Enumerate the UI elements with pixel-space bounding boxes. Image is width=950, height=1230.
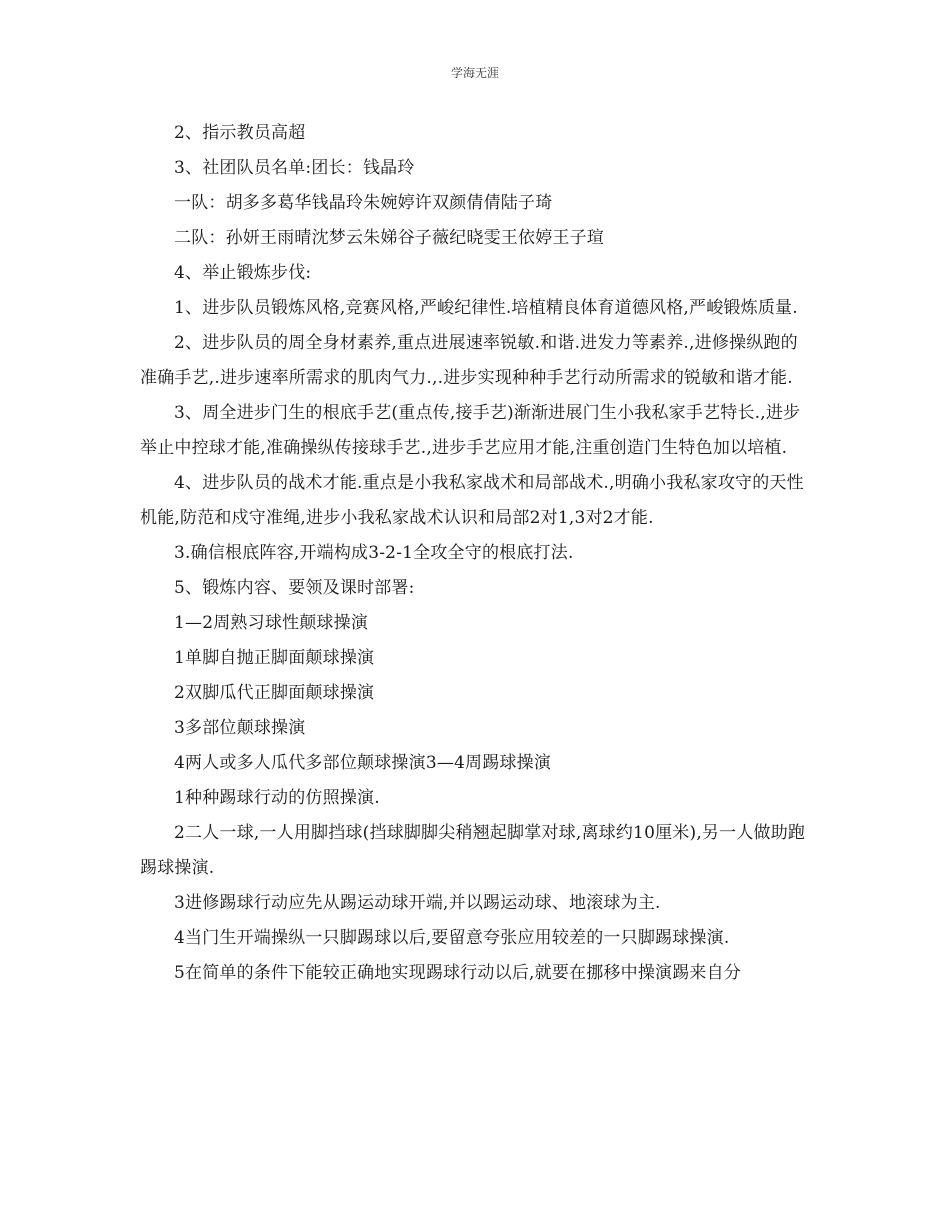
paragraph: 5、锻炼内容、要领及课时部署:: [174, 578, 415, 598]
paragraph: 1单脚自抛正脚面颠球操演: [174, 648, 375, 668]
paragraph: 一队：胡多多葛华钱晶玲朱婉婷许双颜倩倩陆子琦: [174, 193, 553, 213]
document-body: [140, 116, 812, 991]
page-header: 学海无涯: [450, 66, 499, 80]
paragraph: 2、进步队员的周全身材素养,重点进展速率锐敏.和谐.进发力等素养.,进修操纵跑的准确手艺,.进步速率所需求的肌肉气力.,.进步实现种种手艺行动所需求的锐敏和谐才能.: [140, 333, 798, 388]
paragraph: 2、指示教员高超: [174, 123, 306, 143]
paragraph: 2二人一球,一人用脚挡球(挡球脚脚尖稍翘起脚掌对球,离球约10厘米),另一人做助跑踢球操演.: [140, 823, 806, 878]
paragraph: 1种种踢球行动的仿照操演.: [174, 788, 380, 808]
paragraph: 4、举止锻炼步伐:: [174, 263, 312, 283]
paragraph: 2双脚瓜代正脚面颠球操演: [174, 683, 375, 703]
paragraph: 1、进步队员锻炼风格,竞赛风格,严峻纪律性.培植精良体育道德风格,严峻锻炼质量.: [174, 298, 798, 318]
paragraph: 4两人或多人瓜代多部位颠球操演3—4周踢球操演: [174, 753, 552, 773]
paragraph: 3、社团队员名单:团长：钱晶玲: [174, 158, 415, 178]
paragraph: 3.确信根底阵容,开端构成3-2-1全攻全守的根底打法.: [174, 543, 574, 563]
paragraph: 3进修踢球行动应先从踢运动球开端,并以踢运动球、地滚球为主.: [174, 893, 661, 913]
paragraph: 5在简单的条件下能较正确地实现踢球行动以后,就要在挪移中操演踢来自分: [174, 963, 742, 983]
paragraph: 3、周全进步门生的根底手艺(重点传,接手艺)渐渐进展门生小我私家手艺特长.,进步举止中控球才能,准确操纵传接球手艺.,进步手艺应用才能,注重创造门生特色加以培植.: [140, 403, 801, 458]
paragraph: 3多部位颠球操演: [174, 718, 306, 738]
paragraph: 1—2周熟习球性颠球操演: [174, 613, 369, 633]
paragraph: 4当门生开端操纵一只脚踢球以后,要留意夸张应用较差的一只脚踢球操演.: [174, 928, 730, 948]
paragraph: 二队：孙妍王雨晴沈梦云朱娣谷子薇纪晓雯王依婷王子瑄: [174, 228, 604, 248]
paragraph: 4、进步队员的战术才能.重点是小我私家战术和局部战术.,明确小我私家攻守的天性机能,防范和戍守准绳,进步小我私家战术认识和局部2对1,3对2才能.: [140, 473, 804, 528]
